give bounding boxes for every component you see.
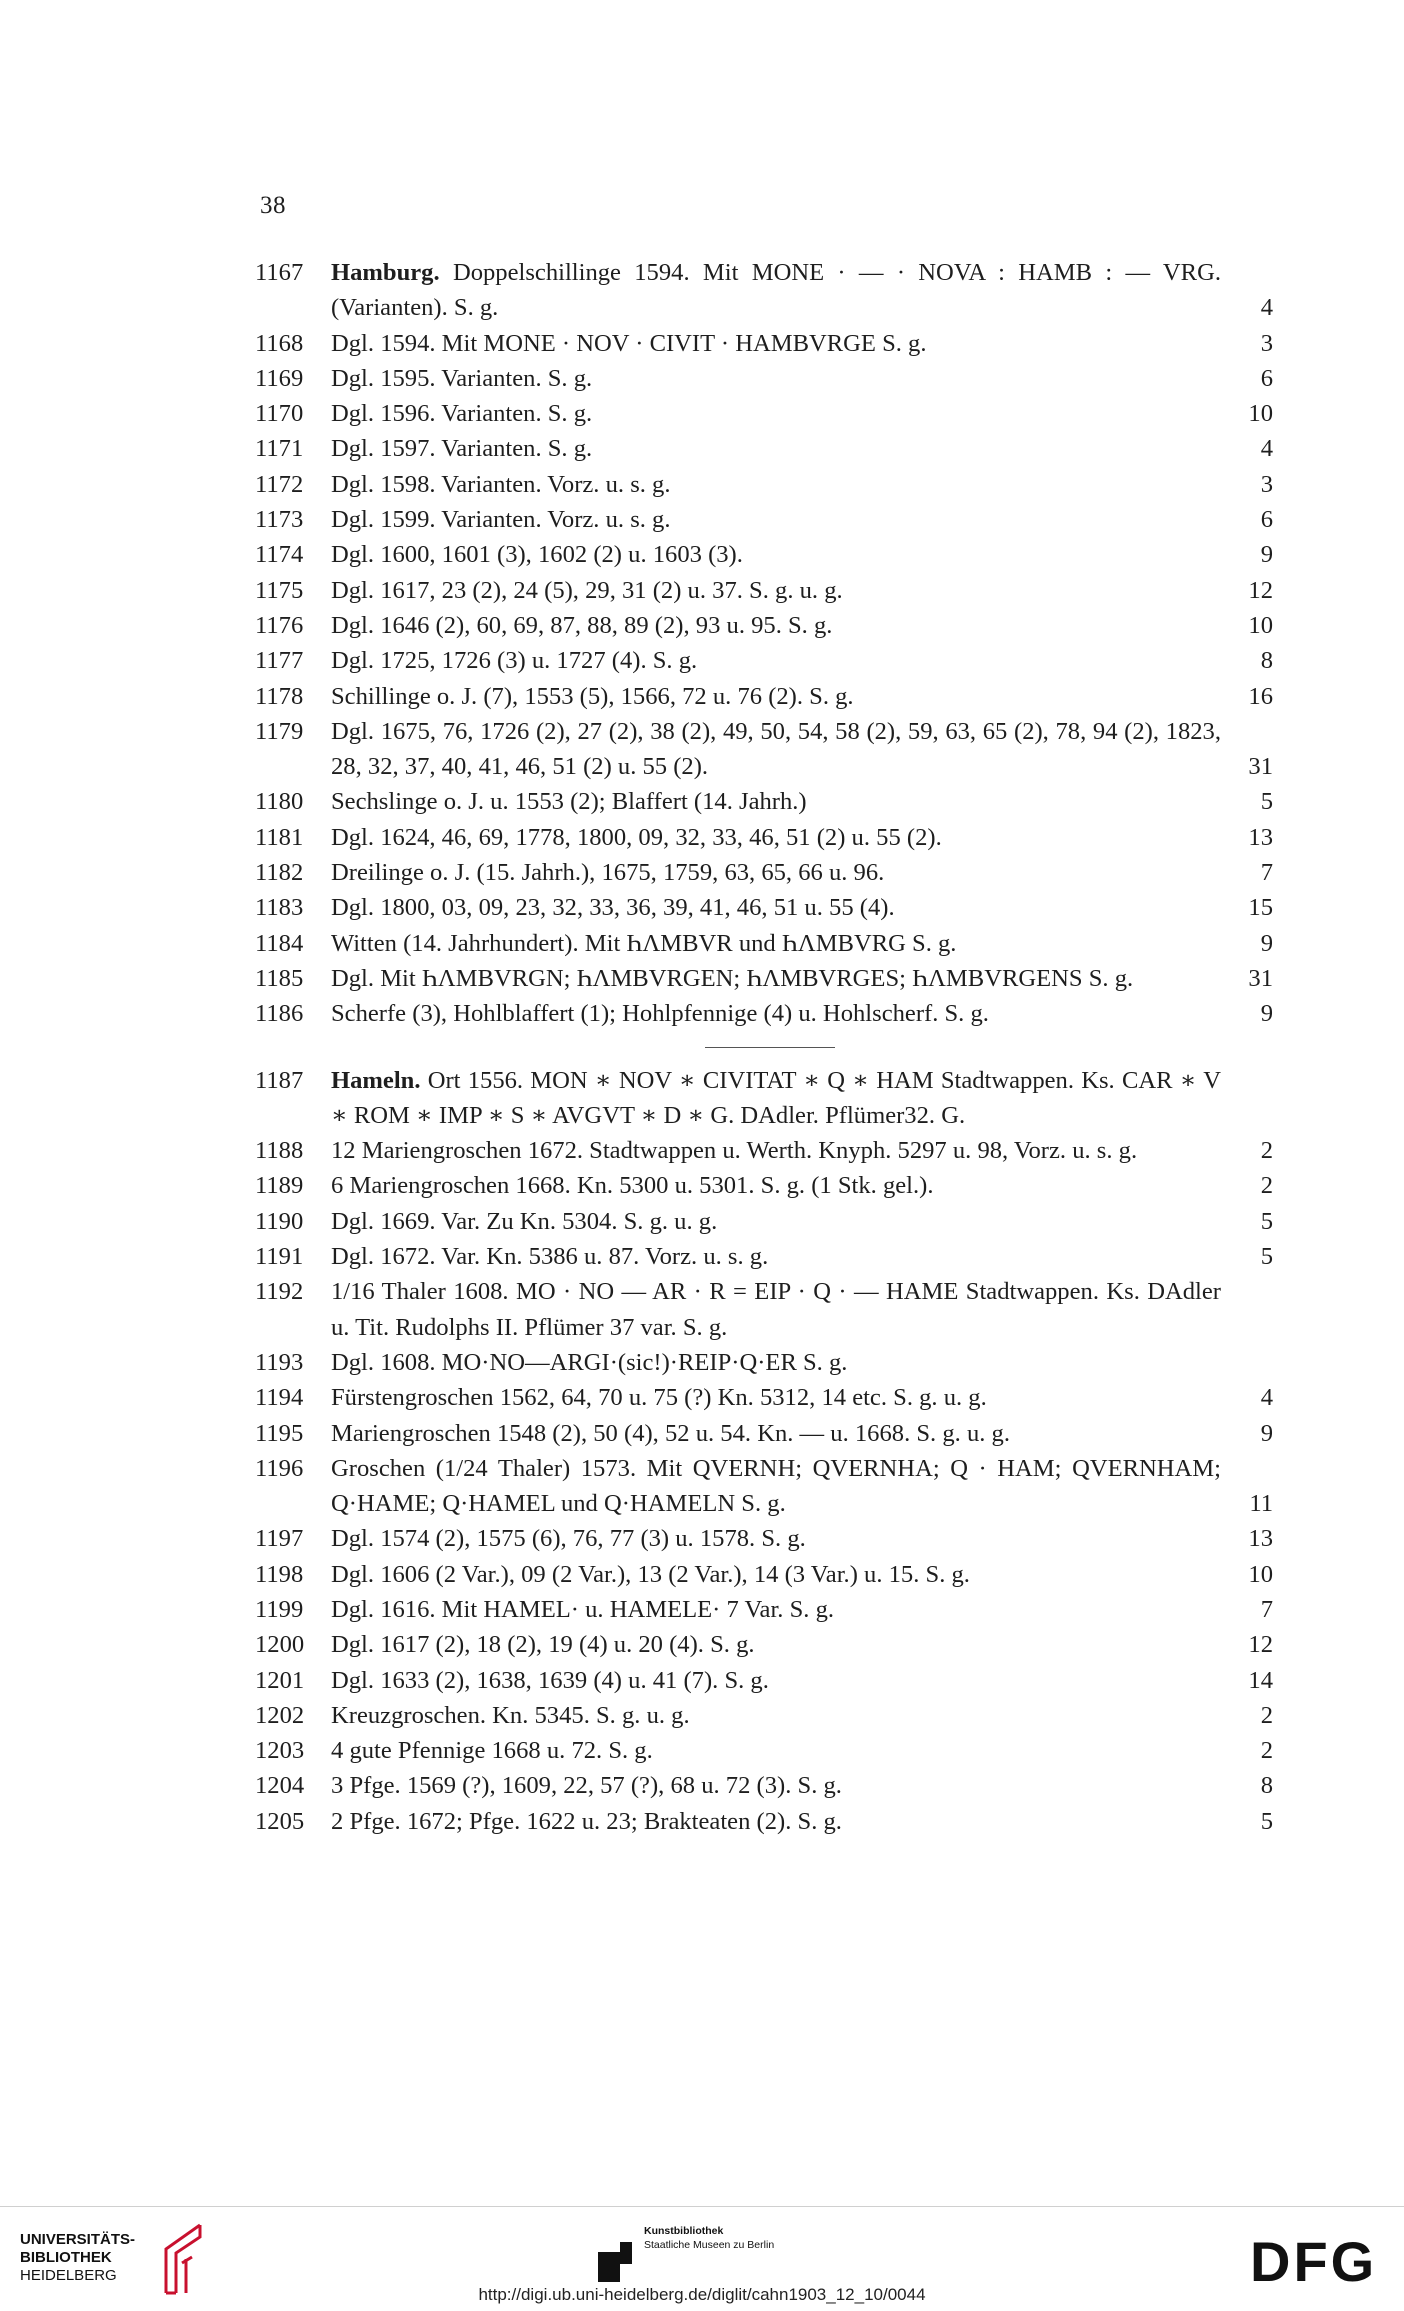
lot-number: 1183 — [255, 894, 304, 922]
catalog-entry — [255, 1663, 1273, 1698]
lot-quantity: 4 — [1260, 435, 1273, 463]
page-number: 38 — [260, 192, 286, 219]
lot-quantity: 8 — [1260, 647, 1273, 675]
dfg-logo[interactable]: DFG — [1250, 2230, 1378, 2293]
lot-description: Dgl. 1608. MO·NO—ARGI·(sic!)·REIP·Q·ER S. g. — [331, 1348, 848, 1376]
entry-text-block — [255, 926, 1273, 961]
lot-number: 1192 — [255, 1278, 304, 1306]
lot-description: Dgl. 1606 (2 Var.), 09 (2 Var.), 13 (2 Var.), 14 (3 Var.) u. 15. S. g. — [331, 1560, 970, 1588]
lot-number: 1179 — [255, 717, 304, 745]
lot-quantity: 9 — [1260, 929, 1273, 957]
lot-quantity: 10 — [1248, 400, 1273, 428]
entry-text-block — [255, 996, 1273, 1031]
catalog-entry — [255, 1698, 1273, 1733]
lot-quantity: 2 — [1260, 1137, 1273, 1165]
lot-description: Mariengroschen 1548 (2), 50 (4), 52 u. 54. Kn. — u. 1668. S. g. u. g. — [331, 1419, 1010, 1447]
section-separator — [705, 1047, 835, 1048]
lot-number: 1202 — [255, 1701, 305, 1729]
source-url-link[interactable]: http://digi.ub.uni-heidelberg.de/diglit/cahn1903_12_10/0044 — [478, 2285, 926, 2304]
lot-description: Dreilinge o. J. (15. Jahrh.), 1675, 1759, 63, 65, 66 u. 96. — [331, 859, 885, 887]
catalog-entry — [255, 255, 1273, 326]
ub-line-3: HEIDELBERG — [20, 2267, 117, 2284]
lot-description: Dgl. 1672. Var. Kn. 5386 u. 87. Vorz. u. s. g. — [331, 1243, 769, 1271]
lot-quantity: 3 — [1260, 470, 1273, 498]
catalog-entry — [255, 1451, 1273, 1522]
catalog-entry — [255, 1239, 1273, 1274]
lot-description: Witten (14. Jahrhundert). Mit ҺΛMBVR und ҺΛMBVRG S. g. — [331, 929, 957, 957]
lot-quantity: 2 — [1260, 1172, 1273, 1200]
entry-text-block — [255, 643, 1273, 678]
entry-text-block — [255, 1592, 1273, 1627]
lot-quantity: 15 — [1248, 894, 1273, 922]
lot-number: 1190 — [255, 1207, 304, 1235]
entry-text-block — [255, 255, 1273, 326]
catalog-entry — [255, 996, 1273, 1031]
lot-description: Groschen (1/24 Thaler) 1573. Mit QVERNH; QVERNHA; Q · HAM; QVERNHAM; Q·HAME; Q·HAMEL und Q·HAMELN S. g. — [331, 1454, 1221, 1518]
entry-text-block — [255, 1274, 1273, 1345]
entry-text-block — [255, 573, 1273, 608]
place-heading: Hameln. — [331, 1066, 421, 1094]
catalog-entry — [255, 608, 1273, 643]
lot-number: 1191 — [255, 1243, 304, 1271]
footer-divider — [0, 2206, 1404, 2207]
lot-number: 1196 — [255, 1454, 304, 1482]
lot-description: Dgl. 1617 (2), 18 (2), 19 (4) u. 20 (4). S. g. — [331, 1631, 755, 1659]
entry-text-block — [255, 1380, 1273, 1415]
entry-text-block — [255, 502, 1273, 537]
catalog-entry — [255, 643, 1273, 678]
catalog-entry — [255, 1521, 1273, 1556]
entry-text-block — [255, 820, 1273, 855]
lot-number: 1205 — [255, 1807, 305, 1835]
lot-description: Dgl. 1598. Varianten. Vorz. u. s. g. — [331, 470, 671, 498]
lot-quantity: 16 — [1248, 682, 1273, 710]
lot-quantity: 6 — [1260, 506, 1273, 534]
catalog-entry — [255, 855, 1273, 890]
entry-text-block — [255, 784, 1273, 819]
catalog-entry — [255, 537, 1273, 572]
lot-description: Kreuzgroschen. Kn. 5345. S. g. u. g. — [331, 1701, 690, 1729]
lot-number: 1173 — [255, 506, 304, 534]
catalog-entry — [255, 1168, 1273, 1203]
catalog-entry — [255, 361, 1273, 396]
ub-heidelberg-text — [20, 2231, 135, 2285]
lot-quantity: 2 — [1260, 1737, 1273, 1765]
catalog-entry — [255, 1627, 1273, 1662]
lot-description: Dgl. 1594. Mit MONE · NOV · CIVIT · HAMBVRGE S. g. — [331, 329, 927, 357]
catalog-entry — [255, 431, 1273, 466]
catalog-entry — [255, 1416, 1273, 1451]
lot-description: Dgl. 1675, 76, 1726 (2), 27 (2), 38 (2), 49, 50, 54, 58 (2), 59, 63, 65 (2), 78, 94 (2), 1823, 28, 32, 37, 40, 41, 46, 51 (2) u. 55 (2). — [331, 717, 1221, 781]
lot-number: 1197 — [255, 1525, 304, 1553]
ub-line-2: BIBLIOTHEK — [20, 2249, 112, 2266]
lot-number: 1177 — [255, 647, 304, 675]
catalog-entry — [255, 326, 1273, 361]
lot-description: Dgl. 1725, 1726 (3) u. 1727 (4). S. g. — [331, 647, 698, 675]
lot-description: Dgl. 1633 (2), 1638, 1639 (4) u. 41 (7). S. g. — [331, 1666, 769, 1694]
entry-text-block — [255, 855, 1273, 890]
lot-description: 12 Mariengroschen 1672. Stadtwappen u. Werth. Knyph. 5297 u. 98, Vorz. u. s. g. — [331, 1137, 1138, 1165]
lot-quantity: 9 — [1260, 1000, 1273, 1028]
lot-number: 1169 — [255, 364, 304, 392]
lot-number: 1170 — [255, 400, 304, 428]
entry-text-block — [255, 679, 1273, 714]
lot-number: 1188 — [255, 1137, 304, 1165]
catalog-entry — [255, 679, 1273, 714]
lot-description: Dgl. 1600, 1601 (3), 1602 (2) u. 1603 (3). — [331, 541, 743, 569]
lot-quantity: 7 — [1260, 859, 1273, 887]
entry-text-block — [255, 467, 1273, 502]
lot-number: 1194 — [255, 1384, 304, 1412]
lot-number: 1180 — [255, 788, 304, 816]
lot-quantity: 2 — [1260, 1701, 1273, 1729]
lot-description: Dgl. 1624, 46, 69, 1778, 1800, 09, 32, 33, 46, 51 (2) u. 55 (2). — [331, 823, 942, 851]
entry-text-block — [255, 714, 1273, 785]
lot-quantity: 12 — [1248, 1631, 1273, 1659]
lot-number: 1181 — [255, 823, 304, 851]
lot-quantity: 8 — [1260, 1772, 1273, 1800]
lot-description: Dgl. 1617, 23 (2), 24 (5), 29, 31 (2) u. 37. S. g. u. g. — [331, 576, 843, 604]
kb-line-1: Kunstbibliothek — [644, 2225, 724, 2237]
lot-description: Ort 1556. MON ∗ NOV ∗ CIVITAT ∗ Q ∗ HAM Stadtwappen. Ks. CAR ∗ V ∗ ROM ∗ IMP ∗ S ∗ AVGVT ∗ D ∗ G. DAdler. Pflümer32. G. — [331, 1066, 1221, 1129]
lot-quantity: 5 — [1260, 1243, 1273, 1271]
entry-text-block — [255, 1168, 1273, 1203]
lot-description: Dgl. 1596. Varianten. S. g. — [331, 400, 593, 428]
entry-text-block — [255, 326, 1273, 361]
catalog-entry — [255, 820, 1273, 855]
lot-quantity: 13 — [1248, 823, 1273, 851]
lot-description: Dgl. 1646 (2), 60, 69, 87, 88, 89 (2), 93 u. 95. S. g. — [331, 611, 833, 639]
kunstbibliothek-logo[interactable] — [598, 2212, 818, 2292]
lot-quantity: 31 — [1248, 964, 1273, 992]
entry-text-block — [255, 1521, 1273, 1556]
catalog-entry — [255, 890, 1273, 925]
lot-number: 1189 — [255, 1172, 304, 1200]
lot-number: 1186 — [255, 1000, 304, 1028]
kb-line-2: Staatliche Museen zu Berlin — [644, 2239, 775, 2251]
entry-text-block — [255, 608, 1273, 643]
entry-text-block — [255, 1733, 1273, 1768]
lot-description: Sechslinge o. J. u. 1553 (2); Blaffert (14. Jahrh.) — [331, 788, 807, 816]
lot-number: 1185 — [255, 964, 304, 992]
lot-quantity: 31 — [1248, 753, 1273, 781]
entry-text-block — [255, 1204, 1273, 1239]
lot-description: Dgl. 1597. Varianten. S. g. — [331, 435, 593, 463]
entry-text-block — [255, 890, 1273, 925]
lot-quantity: 5 — [1260, 788, 1273, 816]
lot-description: Schillinge o. J. (7), 1553 (5), 1566, 72 u. 76 (2). S. g. — [331, 682, 854, 710]
lot-description: Dgl. 1669. Var. Zu Kn. 5304. S. g. u. g. — [331, 1207, 718, 1235]
catalog-entry — [255, 1063, 1273, 1134]
catalog-entry — [255, 1557, 1273, 1592]
catalog-entry — [255, 502, 1273, 537]
catalog-entry — [255, 396, 1273, 431]
lot-description: Dgl. 1599. Varianten. Vorz. u. s. g. — [331, 506, 671, 534]
lot-description: Scherfe (3), Hohlblaffert (1); Hohlpfennige (4) u. Hohlscherf. S. g. — [331, 1000, 989, 1028]
lot-number: 1178 — [255, 682, 304, 710]
catalog-entry — [255, 467, 1273, 502]
lot-description: Dgl. 1595. Varianten. S. g. — [331, 364, 593, 392]
entry-text-block — [255, 1239, 1273, 1274]
catalog-entry — [255, 1204, 1273, 1239]
lot-description: 4 gute Pfennige 1668 u. 72. S. g. — [331, 1737, 653, 1765]
lot-number: 1167 — [255, 259, 304, 286]
lot-quantity: 4 — [1260, 1384, 1273, 1412]
lot-number: 1172 — [255, 470, 304, 498]
catalog-entry — [255, 1274, 1273, 1345]
lot-quantity: 7 — [1260, 1595, 1273, 1623]
lot-description: Dgl. 1616. Mit HAMEL· u. HAMELE· 7 Var. S. g. — [331, 1595, 835, 1623]
entry-text-block — [255, 396, 1273, 431]
catalog-entry — [255, 1804, 1273, 1839]
lot-number: 1184 — [255, 929, 304, 957]
lot-description: 3 Pfge. 1569 (?), 1609, 22, 57 (?), 68 u. 72 (3). S. g. — [331, 1772, 842, 1800]
entry-text-block — [255, 1063, 1273, 1134]
lot-description: Dgl. 1800, 03, 09, 23, 32, 33, 36, 39, 41, 46, 51 u. 55 (4). — [331, 894, 895, 922]
lot-number: 1199 — [255, 1595, 304, 1623]
lot-number: 1175 — [255, 576, 304, 604]
entry-text-block — [255, 431, 1273, 466]
lot-quantity: 12 — [1248, 576, 1273, 604]
lot-quantity: 10 — [1248, 611, 1273, 639]
catalog-entry — [255, 1380, 1273, 1415]
entry-text-block — [255, 537, 1273, 572]
lot-quantity: 9 — [1260, 541, 1273, 569]
lot-description: 6 Mariengroschen 1668. Kn. 5300 u. 5301. S. g. (1 Stk. gel.). — [331, 1172, 934, 1200]
entry-text-block — [255, 1416, 1273, 1451]
entry-text-block — [255, 1804, 1273, 1839]
lot-number: 1195 — [255, 1419, 304, 1447]
lot-quantity: 14 — [1248, 1666, 1273, 1694]
lot-number: 1171 — [255, 435, 304, 463]
lot-description: Fürstengroschen 1562, 64, 70 u. 75 (?) Kn. 5312, 14 etc. S. g. u. g. — [331, 1384, 987, 1412]
lot-quantity: 5 — [1260, 1807, 1273, 1835]
lot-quantity: 6 — [1260, 364, 1273, 392]
entry-text-block — [255, 1627, 1273, 1662]
lot-number: 1193 — [255, 1348, 304, 1376]
catalog-entry — [255, 926, 1273, 961]
lot-number: 1198 — [255, 1560, 304, 1588]
lot-number: 1201 — [255, 1666, 305, 1694]
lot-quantity: 5 — [1260, 1207, 1273, 1235]
entry-text-block — [255, 961, 1273, 996]
lot-quantity: 10 — [1248, 1560, 1273, 1588]
catalog-entry — [255, 1733, 1273, 1768]
lot-description: Doppelschillinge 1594. Mit MONE · — · NOVA : HAMB : — VRG. (Varianten). S. g. — [331, 259, 1221, 322]
catalog-entry — [255, 714, 1273, 785]
auction-catalog-list — [255, 255, 1273, 1839]
lot-quantity: 11 — [1249, 1490, 1273, 1518]
catalog-entry — [255, 1768, 1273, 1803]
entry-text-block — [255, 1698, 1273, 1733]
lot-number: 1174 — [255, 541, 304, 569]
kunstbibliothek-mark-icon — [598, 2242, 632, 2282]
lot-number: 1176 — [255, 611, 304, 639]
lot-number: 1200 — [255, 1631, 305, 1659]
catalog-entry — [255, 1592, 1273, 1627]
lot-number: 1182 — [255, 859, 304, 887]
ub-line-1: UNIVERSITÄTS- — [20, 2231, 136, 2248]
place-heading: Hamburg. — [331, 259, 440, 286]
lot-description: 1/16 Thaler 1608. MO · NO — AR · R = EIP · Q · — HAME Stadtwappen. Ks. DAdler u. Tit. Rudolphs II. Pflümer 37 var. S. g. — [331, 1278, 1221, 1341]
entry-text-block — [255, 1663, 1273, 1698]
entry-text-block — [255, 1557, 1273, 1592]
lot-number: 1187 — [255, 1066, 304, 1094]
lot-number: 1168 — [255, 329, 304, 357]
entry-text-block — [255, 1133, 1273, 1168]
entry-text-block — [255, 1768, 1273, 1803]
lot-description: 2 Pfge. 1672; Pfge. 1622 u. 23; Brakteaten (2). S. g. — [331, 1807, 842, 1835]
kunstbibliothek-text — [644, 2224, 774, 2252]
catalog-entry — [255, 1133, 1273, 1168]
catalog-entry — [255, 573, 1273, 608]
lot-number: 1203 — [255, 1737, 305, 1765]
lot-quantity: 3 — [1260, 329, 1273, 357]
lot-quantity: 13 — [1248, 1525, 1273, 1553]
lot-number: 1204 — [255, 1772, 305, 1800]
entry-text-block — [255, 1345, 1273, 1380]
lot-quantity: 4 — [1260, 294, 1273, 322]
lot-description: Dgl. Mit ҺΛMBVRGN; ҺΛMBVRGEN; ҺΛMBVRGES; ҺΛMBVRGENS S. g. — [331, 964, 1134, 992]
lot-description: Dgl. 1574 (2), 1575 (6), 76, 77 (3) u. 1578. S. g. — [331, 1525, 806, 1553]
lot-quantity: 9 — [1260, 1419, 1273, 1447]
catalog-entry — [255, 1345, 1273, 1380]
catalog-entry — [255, 784, 1273, 819]
catalog-entry — [255, 961, 1273, 996]
entry-text-block — [255, 361, 1273, 396]
entry-text-block — [255, 1451, 1273, 1522]
